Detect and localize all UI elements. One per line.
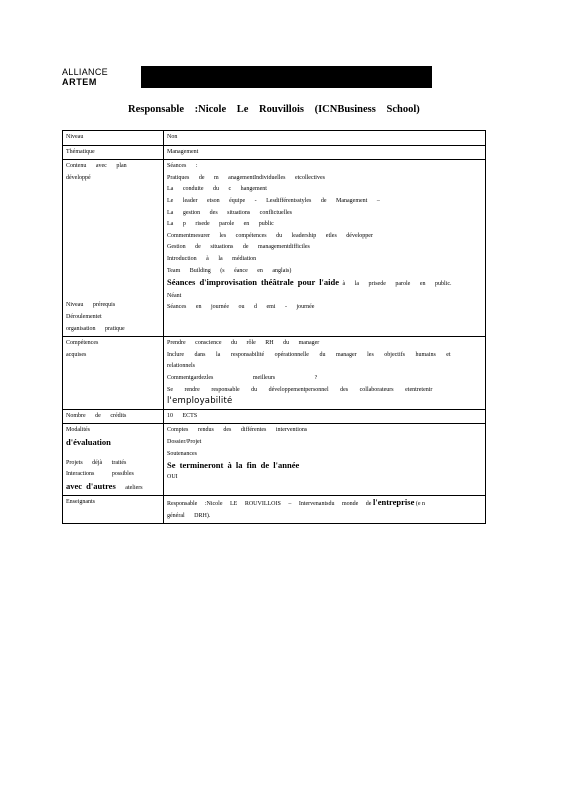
label-line: Déroulementet [66, 313, 102, 320]
label-line: d'évaluation [66, 436, 111, 447]
list-item: La conduite du c hangement [167, 186, 267, 193]
list-item [167, 277, 482, 291]
list-item: Comptes rendus des différentes interventions [167, 427, 308, 434]
row-label-contenu [63, 160, 164, 337]
enseignants-text: Responsable :Nicole LE ROUVILLOIS – Intervenantsdu monde de [167, 501, 372, 508]
list-item: Pratiques de m anagementIndividuelles etcollectives [167, 174, 325, 181]
row-label-prerequis: Niveau prérequis [66, 302, 116, 309]
row-label-projets: Projets déjà traités [66, 459, 127, 466]
list-item: l'employabilité [167, 396, 233, 407]
table-row [63, 424, 486, 496]
redacted-title-banner [141, 66, 432, 88]
row-value-deroulement: Séances en journée ou d emi - journée [167, 304, 315, 311]
row-label-modalites [63, 424, 164, 496]
label-line [66, 481, 160, 495]
row-label-thematique: Thématique [63, 145, 164, 160]
label-line: Modalités [66, 427, 90, 434]
entreprise-emphasis: l'entreprise [372, 497, 415, 508]
label-line: acquises [66, 351, 87, 358]
label-line: développé [66, 174, 91, 181]
table-row [63, 131, 486, 146]
label-line: Contenu avec plan [66, 163, 127, 170]
table-row [63, 337, 486, 410]
list-item: Inclure dans la responsabilité opérationnelle du manager les objectifs humains et [167, 351, 451, 358]
label-line: organisation pratique [66, 325, 125, 332]
row-value-niveau: Non [164, 131, 486, 146]
alliance-artem-logo [62, 67, 122, 88]
list-item: Séances : [167, 163, 198, 170]
row-label-niveau: Niveau [63, 131, 164, 146]
list-item: Se rendre responsable du développementpersonnel des collaborateurs etentretenir [167, 386, 433, 393]
row-value-competences [164, 337, 486, 410]
course-info-table [62, 130, 486, 524]
row-label-enseignants: Enseignants [63, 496, 164, 524]
row-value-interactions: OUI [167, 473, 178, 480]
row-value-projets: Se termineront à la fin de l'année [167, 460, 300, 471]
list-item: La gestion des situations conflictuelles [167, 209, 292, 216]
label-line: Interactions possibles [66, 471, 134, 478]
list-item: relationnels [167, 363, 195, 370]
row-value-contenu [164, 160, 486, 337]
logo-line-2: ARTEM [62, 77, 97, 87]
enseignants-line-1 [167, 497, 482, 511]
list-item: Team Building (s éance en anglais) [167, 267, 292, 274]
table-row [63, 160, 486, 337]
row-label-competences [63, 337, 164, 410]
row-value-thematique: Management [164, 145, 486, 160]
row-value-prerequis: Néant [167, 292, 182, 299]
list-item: Commentgardezles meilleurs ? [167, 374, 318, 381]
list-item: Gestion de situations de managementdifficiles [167, 244, 310, 251]
table-row [63, 409, 486, 424]
improvisation-emphasis: Séances d'improvisation théâtrale pour l'aide [167, 277, 340, 288]
row-value-enseignants [164, 496, 486, 524]
list-item: Introduction à la médiation [167, 255, 257, 262]
list-item: Dossier/Projet [167, 438, 202, 445]
list-item: Le leader etson équipe - Lesdifférentsstyles de Management – [167, 197, 380, 204]
label-tail: ateliers [125, 484, 143, 491]
improvisation-tail: à la prisede parole en public. [342, 281, 452, 288]
row-label-credits: Nombre de crédits [63, 409, 164, 424]
enseignants-line-2: général DRH). [167, 512, 211, 519]
label-big: avec d'autres [66, 480, 116, 491]
logo-line-1: ALLIANCE [62, 67, 108, 77]
label-line: Compétences [66, 340, 99, 347]
list-item: Commentmesurer les compétences du leadership etles développer [167, 232, 373, 239]
responsable-heading: Responsable :Nicole Le Rouvillois (ICNBusiness School) [128, 104, 420, 115]
row-value-modalites [164, 424, 486, 496]
list-item: Prendre conscience du rôle RH du manager [167, 340, 320, 347]
list-item: Soutenances [167, 450, 197, 457]
enseignants-tail: (e n [415, 501, 426, 508]
list-item: La p risede parole en public [167, 221, 274, 228]
table-row [63, 496, 486, 524]
row-value-credits: 10 ECTS [164, 409, 486, 424]
table-row [63, 145, 486, 160]
